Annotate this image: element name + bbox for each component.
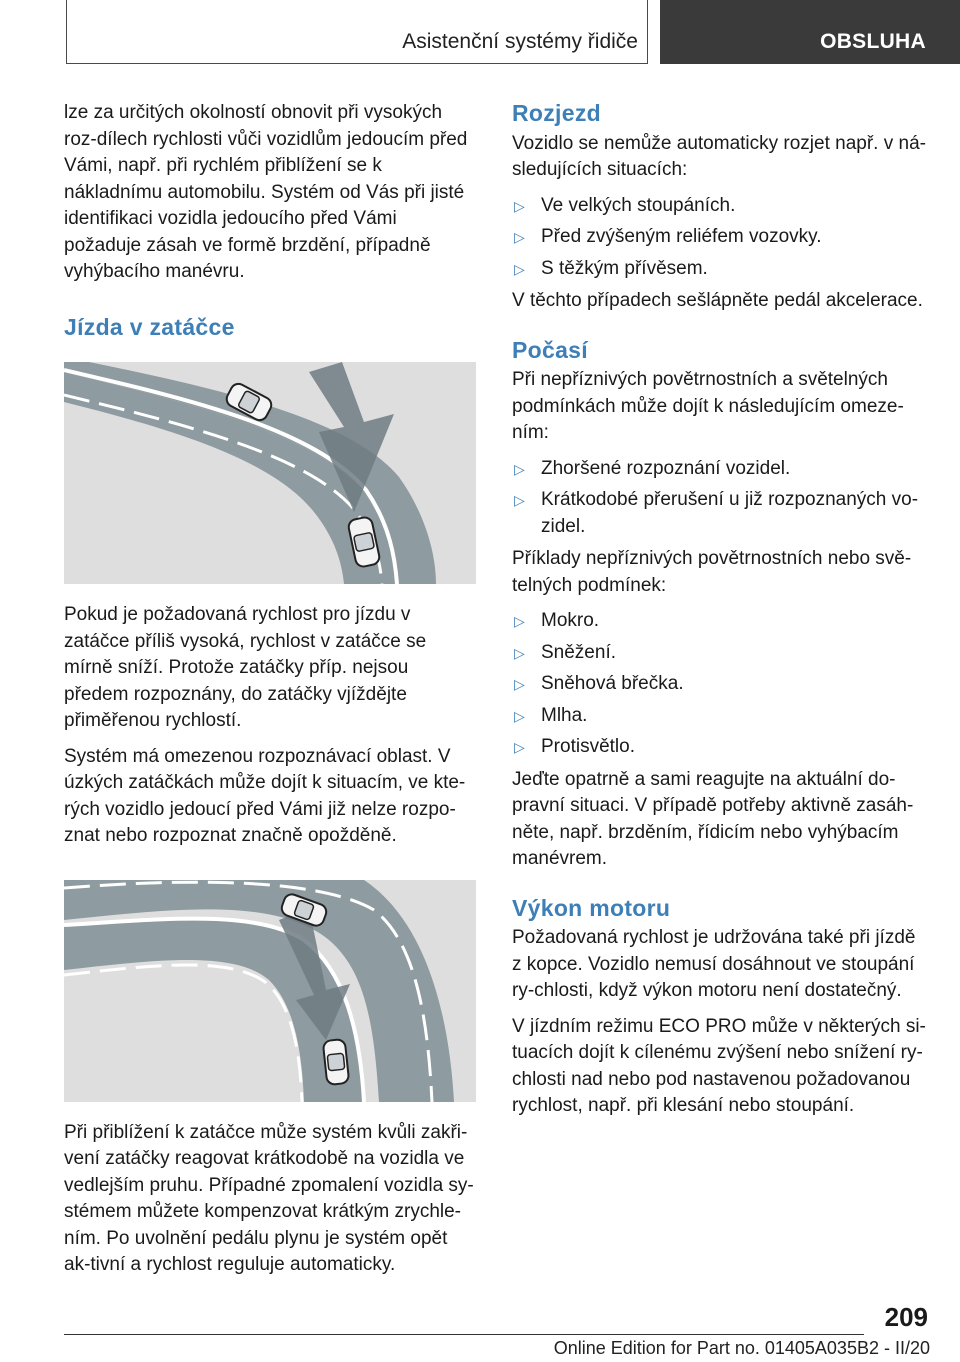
- paragraph-curve-speed: Pokud je požadovaná rychlost pro jízdu v zatáčce příliš vysoká, rychlost v zatáčce se mírně sníží. Protože zatáčky příp. nejsou předem rozpoznány, do zatáčky vjíždějte přiměřenou rychlostí.: [64, 604, 427, 731]
- heading-curve-driving: Jízda v zatáčce: [64, 313, 235, 340]
- section-title: Asistenční systémy řidiče: [402, 30, 638, 53]
- triangle-bullet-icon: ▷: [514, 229, 525, 245]
- footer-edition: Online Edition for Part no. 01405A035B2 - II/20: [553, 1338, 930, 1358]
- chapter-tab: OBSLUHA: [660, 0, 960, 64]
- page-number: 209: [884, 1302, 928, 1332]
- list-item: ▷ Krátkodobé přerušení u již rozpoznaných vo-zidel.: [514, 489, 919, 537]
- weather-limitations-list: [512, 456, 928, 541]
- start-off-intro: Vozidlo se nemůže automaticky rozjet např. v ná-sledujících situacích:: [512, 132, 926, 180]
- list-item: ▷ Sněžení.: [512, 640, 928, 667]
- triangle-bullet-icon: ▷: [514, 260, 525, 277]
- curve-illustration-2: [64, 880, 476, 1102]
- left-column: [64, 100, 476, 1288]
- triangle-bullet-icon: ▷: [514, 739, 525, 755]
- start-off-list: [512, 193, 928, 283]
- triangle-bullet-icon: ▷: [514, 460, 525, 477]
- triangle-bullet-icon: ▷: [514, 197, 525, 214]
- list-item: ▷ Před zvýšeným reliéfem vozovky.: [512, 224, 928, 251]
- paragraph-detection-range: Systém má omezenou rozpoznávací oblast. V úzkých zatáčkách může dojít k situacím, ve kte-rých vozidlo jedoucí před Vámi již nelze rozpo-znat nebo rozpoznat značně opožděně.: [64, 745, 466, 846]
- engine-power-paragraph-1: Požadovaná rychlost je udržována také při jízdě z kopce. Vozidlo nemusí dosáhnout ve stoupání ry-chlosti, když výkon motoru není dostatečný.: [512, 927, 916, 1001]
- list-item: ▷ Zhoršené rozpoznání vozidel.: [512, 456, 928, 483]
- heading-start-off: Rozjezd: [512, 100, 601, 126]
- footer-divider: [64, 1334, 864, 1335]
- list-item: ▷ S těžkým přívěsem.: [512, 256, 928, 283]
- heading-weather: Počasí: [512, 336, 588, 363]
- weather-examples: Příklady nepříznivých povětrnostních nebo svě-telných podmínek:: [512, 548, 912, 596]
- triangle-bullet-icon: ▷: [514, 707, 525, 724]
- list-item: ▷ Ve velkých stoupáních.: [512, 193, 928, 220]
- engine-power-paragraph-2: V jízdním režimu ECO PRO může v některých si-tuacích dojít k cílenému zvýšení nebo snížení ry-chlosti nad nebo pod nastavenou požadovanou rychlost, např. při klesání nebo stoupání.: [512, 1015, 926, 1116]
- triangle-bullet-icon: ▷: [514, 492, 525, 508]
- paragraph-adjacent-lane: Při přiblížení k zatáčce může systém kvůli zakři-vení zatáčky reagovat krátkodobě na vozidla ve vedlejším pruhu. Případné zpomalení vozidla sy-stémem můžete kompenzovat krátkým zrychle-ním. Po uvolnění pedálu plynu je systém opět ak-tivní a rychlost reguluje automaticky.: [64, 1121, 474, 1275]
- curve-illustration-1: [64, 362, 476, 584]
- weather-intro: Při nepříznivých povětrnostních a světelných podmínkách může dojít k následujícím omeze-ním:: [512, 369, 904, 443]
- triangle-bullet-icon: ▷: [514, 644, 525, 661]
- weather-outro: Jeďte opatrně a sami reagujte na aktuální do-pravní situaci. V případě potřeby aktivně zasáh-něte, např. brzděním, řídicím nebo vyhýbacím manévrem.: [512, 768, 914, 869]
- list-item: ▷ Protisvětlo.: [512, 734, 928, 761]
- list-item: ▷ Sněhová břečka.: [512, 671, 928, 698]
- list-item: ▷ Mlha.: [512, 703, 928, 730]
- right-column: [512, 100, 928, 1129]
- list-item: ▷ Mokro.: [512, 608, 928, 635]
- intro-paragraph: lze za určitých okolností obnovit při vysokých roz-dílech rychlosti vůči vozidlům jedoucím před Vámi, např. při rychlém přiblížení se k nákladnímu automobilu. Systém od Vás při jisté identifikaci vozidla jedoucího před Vámi požaduje zásah ve formě brzdění, případně vyhýbacího manévru.: [64, 102, 468, 282]
- heading-engine-power: Výkon motoru: [512, 894, 671, 921]
- triangle-bullet-icon: ▷: [514, 676, 525, 692]
- triangle-bullet-icon: ▷: [514, 613, 525, 629]
- weather-conditions-list: [512, 608, 928, 761]
- start-off-outro: V těchto případech sešlápněte pedál akcelerace.: [512, 290, 923, 311]
